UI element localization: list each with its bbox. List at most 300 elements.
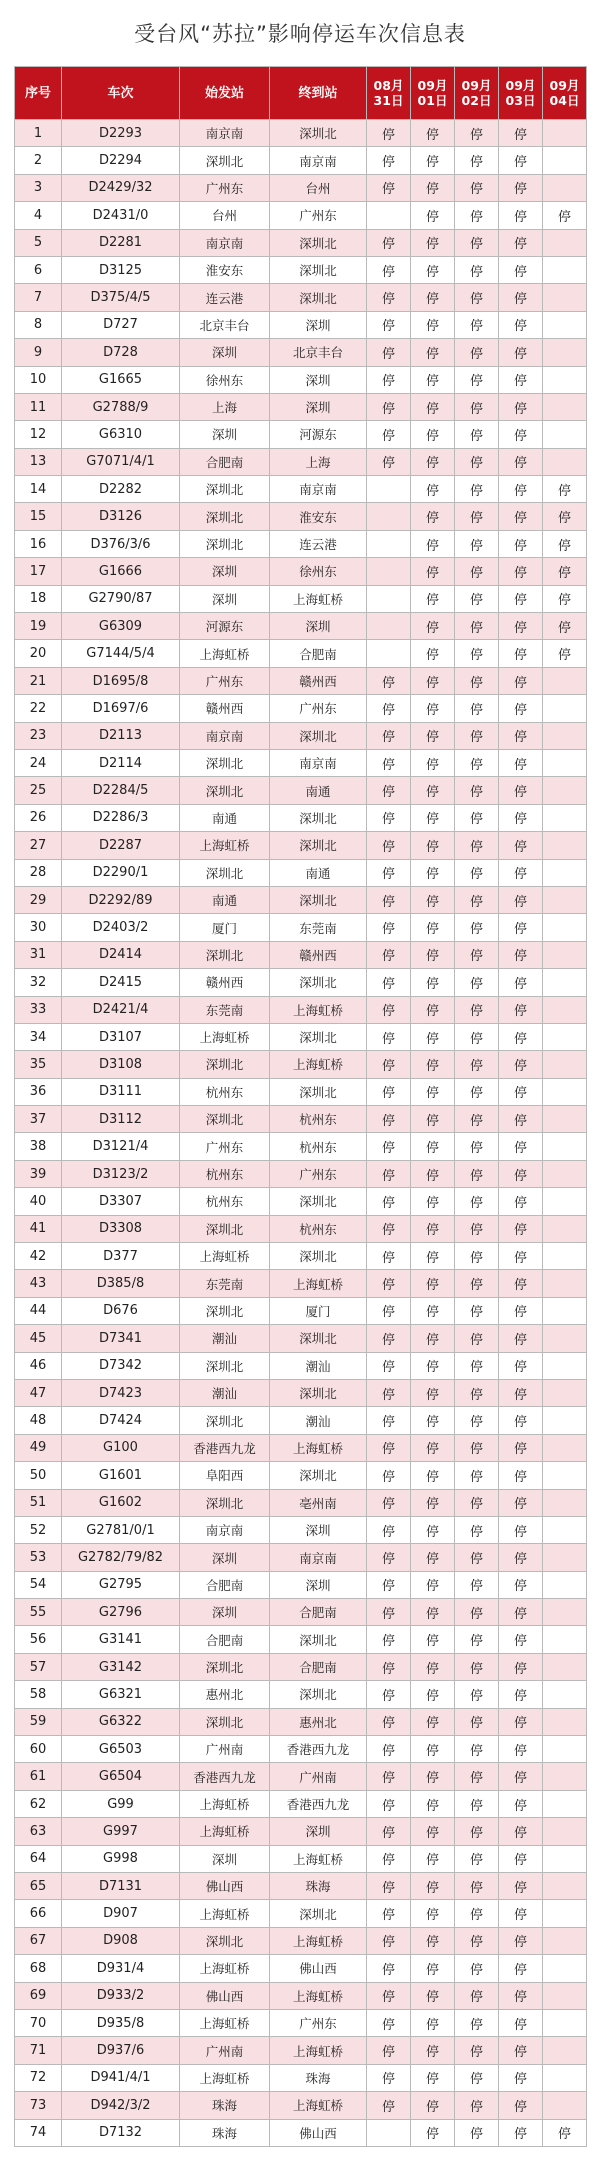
cell-0903: 停: [499, 585, 543, 612]
cell-0903: 停: [499, 120, 543, 147]
cell-0904: [543, 1763, 587, 1790]
cell-train-number: D385/8: [62, 1270, 180, 1297]
cell-0903: 停: [499, 1790, 543, 1817]
cell-0902: 停: [455, 1653, 499, 1680]
cell-train-number: G99: [62, 1790, 180, 1817]
cell-index: 58: [15, 1681, 62, 1708]
cell-index: 7: [15, 284, 62, 311]
cell-0903: 停: [499, 996, 543, 1023]
cell-0831: 停: [367, 1160, 411, 1187]
cell-0903: 停: [499, 1900, 543, 1927]
table-row: [15, 695, 587, 722]
cell-0902: 停: [455, 1078, 499, 1105]
cell-0831: [367, 503, 411, 530]
cell-0903: 停: [499, 147, 543, 174]
cell-0904: 停: [543, 640, 587, 667]
cell-index: 36: [15, 1078, 62, 1105]
cell-0831: 停: [367, 1845, 411, 1872]
cell-train-number: D375/4/5: [62, 284, 180, 311]
cell-origin: 深圳北: [180, 777, 270, 804]
cell-0901: 停: [411, 311, 455, 338]
cell-index: 2: [15, 147, 62, 174]
cell-index: 26: [15, 804, 62, 831]
suspended-trains-table: [14, 66, 587, 2147]
table-row: [15, 1160, 587, 1187]
cell-train-number: D3107: [62, 1023, 180, 1050]
cell-0904: [543, 777, 587, 804]
cell-0901: 停: [411, 941, 455, 968]
cell-origin: 深圳北: [180, 1708, 270, 1735]
cell-index: 50: [15, 1462, 62, 1489]
cell-0904: [543, 174, 587, 201]
cell-destination: 深圳北: [270, 1243, 367, 1270]
cell-0901: 停: [411, 366, 455, 393]
cell-origin: 东莞南: [180, 1270, 270, 1297]
cell-0901: 停: [411, 832, 455, 859]
cell-0903: 停: [499, 284, 543, 311]
cell-0902: 停: [455, 1352, 499, 1379]
cell-destination: 南通: [270, 859, 367, 886]
cell-0903: 停: [499, 1407, 543, 1434]
cell-0901: 停: [411, 1325, 455, 1352]
cell-0903: 停: [499, 1023, 543, 1050]
cell-train-number: D3308: [62, 1215, 180, 1242]
cell-0903: 停: [499, 256, 543, 283]
cell-train-number: D2415: [62, 969, 180, 996]
cell-destination: 杭州东: [270, 1133, 367, 1160]
cell-destination: 深圳北: [270, 1023, 367, 1050]
header-destination-station: 终到站: [270, 67, 367, 120]
cell-destination: 深圳北: [270, 1681, 367, 1708]
cell-origin: 北京丰台: [180, 311, 270, 338]
cell-origin: 上海虹桥: [180, 1243, 270, 1270]
cell-origin: 深圳北: [180, 503, 270, 530]
cell-0904: [543, 2092, 587, 2119]
cell-0831: 停: [367, 448, 411, 475]
cell-index: 34: [15, 1023, 62, 1050]
cell-origin: 南通: [180, 886, 270, 913]
cell-0904: [543, 969, 587, 996]
cell-destination: 南通: [270, 777, 367, 804]
cell-origin: 厦门: [180, 914, 270, 941]
cell-train-number: D931/4: [62, 1955, 180, 1982]
cell-index: 42: [15, 1243, 62, 1270]
cell-0904: [543, 1215, 587, 1242]
cell-0901: 停: [411, 1653, 455, 1680]
table-row: [15, 1873, 587, 1900]
cell-0901: 停: [411, 1379, 455, 1406]
cell-0901: 停: [411, 339, 455, 366]
table-row: [15, 2092, 587, 2119]
cell-0903: 停: [499, 832, 543, 859]
cell-0831: 停: [367, 777, 411, 804]
table-row: [15, 284, 587, 311]
cell-origin: 南京南: [180, 120, 270, 147]
cell-0901: 停: [411, 1188, 455, 1215]
cell-0901: 停: [411, 503, 455, 530]
cell-0902: 停: [455, 914, 499, 941]
header-train-number: 车次: [62, 67, 180, 120]
table-row: [15, 1243, 587, 1270]
cell-0831: 停: [367, 229, 411, 256]
cell-destination: 南京南: [270, 749, 367, 776]
cell-0904: [543, 1571, 587, 1598]
cell-0901: 停: [411, 448, 455, 475]
cell-0902: 停: [455, 749, 499, 776]
cell-0903: 停: [499, 311, 543, 338]
cell-destination: 南京南: [270, 1544, 367, 1571]
cell-0901: 停: [411, 886, 455, 913]
cell-origin: 河源东: [180, 613, 270, 640]
cell-index: 69: [15, 1982, 62, 2009]
cell-0903: 停: [499, 667, 543, 694]
cell-0902: 停: [455, 1489, 499, 1516]
cell-0831: 停: [367, 256, 411, 283]
cell-0902: 停: [455, 311, 499, 338]
cell-destination: 广州东: [270, 202, 367, 229]
cell-destination: 上海: [270, 448, 367, 475]
table-row: [15, 1955, 587, 1982]
cell-0904: [543, 1982, 587, 2009]
cell-0901: 停: [411, 1023, 455, 1050]
cell-destination: 徐州东: [270, 558, 367, 585]
cell-train-number: D3126: [62, 503, 180, 530]
cell-destination: 深圳北: [270, 1078, 367, 1105]
cell-0902: 停: [455, 448, 499, 475]
cell-0831: 停: [367, 1407, 411, 1434]
cell-0903: 停: [499, 1462, 543, 1489]
cell-0904: [543, 1325, 587, 1352]
cell-0904: [543, 1078, 587, 1105]
cell-0901: 停: [411, 749, 455, 776]
cell-0831: 停: [367, 722, 411, 749]
cell-0902: 停: [455, 1297, 499, 1324]
cell-train-number: D933/2: [62, 1982, 180, 2009]
cell-train-number: D377: [62, 1243, 180, 1270]
cell-index: 1: [15, 120, 62, 147]
cell-destination: 深圳北: [270, 1188, 367, 1215]
cell-train-number: D1695/8: [62, 667, 180, 694]
cell-0903: 停: [499, 695, 543, 722]
cell-0903: 停: [499, 1873, 543, 1900]
cell-train-number: G2796: [62, 1599, 180, 1626]
cell-0902: 停: [455, 1544, 499, 1571]
cell-0901: 停: [411, 1982, 455, 2009]
cell-0902: 停: [455, 2009, 499, 2036]
cell-0831: 停: [367, 886, 411, 913]
cell-0902: 停: [455, 667, 499, 694]
cell-destination: 深圳北: [270, 229, 367, 256]
cell-0831: 停: [367, 914, 411, 941]
cell-0902: 停: [455, 174, 499, 201]
cell-destination: 上海虹桥: [270, 1982, 367, 2009]
cell-0902: 停: [455, 1270, 499, 1297]
cell-origin: 杭州东: [180, 1188, 270, 1215]
cell-0903: 停: [499, 1708, 543, 1735]
cell-origin: 广州南: [180, 1736, 270, 1763]
cell-0901: 停: [411, 2064, 455, 2091]
table-row: [15, 1215, 587, 1242]
cell-0902: 停: [455, 1243, 499, 1270]
cell-destination: 深圳北: [270, 886, 367, 913]
cell-origin: 上海虹桥: [180, 1818, 270, 1845]
cell-train-number: G998: [62, 1845, 180, 1872]
cell-index: 52: [15, 1516, 62, 1543]
cell-0903: 停: [499, 1188, 543, 1215]
cell-index: 44: [15, 1297, 62, 1324]
cell-0904: [543, 393, 587, 420]
cell-0904: [543, 2037, 587, 2064]
cell-0902: 停: [455, 1873, 499, 1900]
cell-0901: 停: [411, 640, 455, 667]
cell-origin: 深圳: [180, 1845, 270, 1872]
cell-0902: 停: [455, 832, 499, 859]
cell-destination: 潮汕: [270, 1352, 367, 1379]
cell-0831: 停: [367, 1434, 411, 1461]
cell-0903: 停: [499, 1544, 543, 1571]
cell-origin: 香港西九龙: [180, 1434, 270, 1461]
cell-train-number: D7132: [62, 2119, 180, 2146]
cell-origin: 深圳北: [180, 1407, 270, 1434]
cell-0901: 停: [411, 284, 455, 311]
cell-destination: 上海虹桥: [270, 1434, 367, 1461]
cell-0831: 停: [367, 1133, 411, 1160]
table-row: [15, 1708, 587, 1735]
cell-0903: 停: [499, 1845, 543, 1872]
table-row: [15, 1434, 587, 1461]
table-header: [15, 67, 587, 120]
cell-0831: 停: [367, 1544, 411, 1571]
table-row: [15, 2119, 587, 2146]
cell-0831: 停: [367, 421, 411, 448]
cell-index: 56: [15, 1626, 62, 1653]
cell-0902: 停: [455, 1215, 499, 1242]
cell-train-number: D2282: [62, 476, 180, 503]
cell-origin: 合肥南: [180, 448, 270, 475]
table-row: [15, 393, 587, 420]
cell-0901: 停: [411, 1845, 455, 1872]
cell-index: 68: [15, 1955, 62, 1982]
cell-0901: 停: [411, 393, 455, 420]
cell-0902: 停: [455, 229, 499, 256]
cell-0831: 停: [367, 1051, 411, 1078]
cell-destination: 台州: [270, 174, 367, 201]
cell-origin: 深圳北: [180, 147, 270, 174]
cell-index: 14: [15, 476, 62, 503]
cell-train-number: D2287: [62, 832, 180, 859]
cell-destination: 深圳: [270, 1571, 367, 1598]
cell-0831: 停: [367, 804, 411, 831]
cell-0904: [543, 1489, 587, 1516]
table-row: [15, 832, 587, 859]
table-row: [15, 120, 587, 147]
cell-0831: 停: [367, 1763, 411, 1790]
cell-destination: 杭州东: [270, 1215, 367, 1242]
cell-0902: 停: [455, 804, 499, 831]
cell-0901: 停: [411, 1489, 455, 1516]
cell-origin: 上海虹桥: [180, 832, 270, 859]
cell-0902: 停: [455, 1325, 499, 1352]
cell-train-number: D942/3/2: [62, 2092, 180, 2119]
cell-origin: 深圳北: [180, 1653, 270, 1680]
cell-destination: 赣州西: [270, 667, 367, 694]
cell-0904: [543, 1160, 587, 1187]
cell-0904: [543, 448, 587, 475]
table-row: [15, 1790, 587, 1817]
cell-destination: 深圳北: [270, 1379, 367, 1406]
cell-0902: 停: [455, 1379, 499, 1406]
cell-0903: 停: [499, 339, 543, 366]
cell-0903: 停: [499, 1763, 543, 1790]
table-row: [15, 1571, 587, 1598]
cell-origin: 合肥南: [180, 1571, 270, 1598]
cell-train-number: D908: [62, 1927, 180, 1954]
cell-train-number: G6503: [62, 1736, 180, 1763]
cell-0903: 停: [499, 1106, 543, 1133]
cell-0902: 停: [455, 941, 499, 968]
cell-0831: 停: [367, 1078, 411, 1105]
table-row: [15, 1982, 587, 2009]
cell-0901: 停: [411, 859, 455, 886]
cell-origin: 南京南: [180, 722, 270, 749]
cell-0831: 停: [367, 1352, 411, 1379]
cell-0904: 停: [543, 558, 587, 585]
cell-train-number: G2790/87: [62, 585, 180, 612]
cell-train-number: D676: [62, 1297, 180, 1324]
cell-0903: 停: [499, 1736, 543, 1763]
cell-index: 62: [15, 1790, 62, 1817]
cell-0903: 停: [499, 1571, 543, 1598]
cell-0902: 停: [455, 393, 499, 420]
table-row: [15, 558, 587, 585]
cell-0831: 停: [367, 1489, 411, 1516]
cell-0903: 停: [499, 1982, 543, 2009]
cell-0901: 停: [411, 1133, 455, 1160]
cell-0904: [543, 1133, 587, 1160]
cell-destination: 上海虹桥: [270, 1270, 367, 1297]
cell-0901: 停: [411, 421, 455, 448]
cell-origin: 深圳北: [180, 530, 270, 557]
cell-0902: 停: [455, 1982, 499, 2009]
cell-origin: 深圳北: [180, 1489, 270, 1516]
cell-train-number: D7423: [62, 1379, 180, 1406]
cell-origin: 深圳: [180, 1599, 270, 1626]
cell-0901: 停: [411, 667, 455, 694]
cell-0902: 停: [455, 1845, 499, 1872]
cell-index: 54: [15, 1571, 62, 1598]
cell-train-number: D728: [62, 339, 180, 366]
cell-0901: 停: [411, 1297, 455, 1324]
cell-0903: 停: [499, 2009, 543, 2036]
cell-0902: 停: [455, 695, 499, 722]
cell-destination: 深圳: [270, 1818, 367, 1845]
cell-0902: 停: [455, 2037, 499, 2064]
cell-train-number: G2788/9: [62, 393, 180, 420]
cell-0902: 停: [455, 969, 499, 996]
table-row: [15, 749, 587, 776]
cell-0902: 停: [455, 1051, 499, 1078]
cell-0904: [543, 749, 587, 776]
cell-index: 6: [15, 256, 62, 283]
cell-0901: 停: [411, 1160, 455, 1187]
table-row: [15, 1818, 587, 1845]
cell-destination: 佛山西: [270, 1955, 367, 1982]
cell-destination: 南京南: [270, 476, 367, 503]
cell-0831: 停: [367, 1297, 411, 1324]
cell-destination: 深圳: [270, 1516, 367, 1543]
cell-0831: [367, 2119, 411, 2146]
cell-0904: [543, 859, 587, 886]
table-row: [15, 1352, 587, 1379]
cell-0904: [543, 1873, 587, 1900]
cell-index: 12: [15, 421, 62, 448]
cell-0831: 停: [367, 832, 411, 859]
cell-0902: 停: [455, 476, 499, 503]
cell-0902: 停: [455, 1106, 499, 1133]
cell-0831: 停: [367, 1790, 411, 1817]
cell-0831: 停: [367, 749, 411, 776]
cell-0904: [543, 1900, 587, 1927]
table-row: [15, 996, 587, 1023]
cell-destination: 深圳北: [270, 804, 367, 831]
cell-0903: 停: [499, 1325, 543, 1352]
cell-train-number: D935/8: [62, 2009, 180, 2036]
cell-destination: 深圳北: [270, 722, 367, 749]
cell-0904: [543, 1790, 587, 1817]
cell-0903: 停: [499, 1215, 543, 1242]
cell-0831: 停: [367, 1818, 411, 1845]
cell-0901: 停: [411, 1955, 455, 1982]
cell-index: 48: [15, 1407, 62, 1434]
cell-0901: 停: [411, 1106, 455, 1133]
cell-0904: [543, 996, 587, 1023]
cell-index: 33: [15, 996, 62, 1023]
cell-0903: 停: [499, 421, 543, 448]
cell-0904: [543, 421, 587, 448]
cell-index: 15: [15, 503, 62, 530]
cell-0904: 停: [543, 2119, 587, 2146]
cell-0904: [543, 804, 587, 831]
table-row: [15, 804, 587, 831]
cell-0904: [543, 1544, 587, 1571]
table-row: [15, 147, 587, 174]
cell-origin: 深圳北: [180, 1352, 270, 1379]
header-row: [15, 67, 587, 120]
cell-train-number: D3111: [62, 1078, 180, 1105]
cell-0903: 停: [499, 749, 543, 776]
cell-0902: 停: [455, 1599, 499, 1626]
cell-index: 32: [15, 969, 62, 996]
cell-0831: 停: [367, 1188, 411, 1215]
cell-origin: 深圳北: [180, 1927, 270, 1954]
cell-0904: 停: [543, 202, 587, 229]
cell-0901: 停: [411, 585, 455, 612]
cell-0901: 停: [411, 996, 455, 1023]
cell-0904: [543, 914, 587, 941]
cell-origin: 赣州西: [180, 969, 270, 996]
cell-0902: 停: [455, 1626, 499, 1653]
cell-0903: 停: [499, 914, 543, 941]
cell-0903: 停: [499, 476, 543, 503]
cell-index: 20: [15, 640, 62, 667]
cell-origin: 深圳北: [180, 476, 270, 503]
cell-0903: 停: [499, 1243, 543, 1270]
cell-train-number: D2431/0: [62, 202, 180, 229]
table-row: [15, 1407, 587, 1434]
cell-origin: 惠州北: [180, 1681, 270, 1708]
cell-0831: 停: [367, 1462, 411, 1489]
cell-0904: [543, 1818, 587, 1845]
